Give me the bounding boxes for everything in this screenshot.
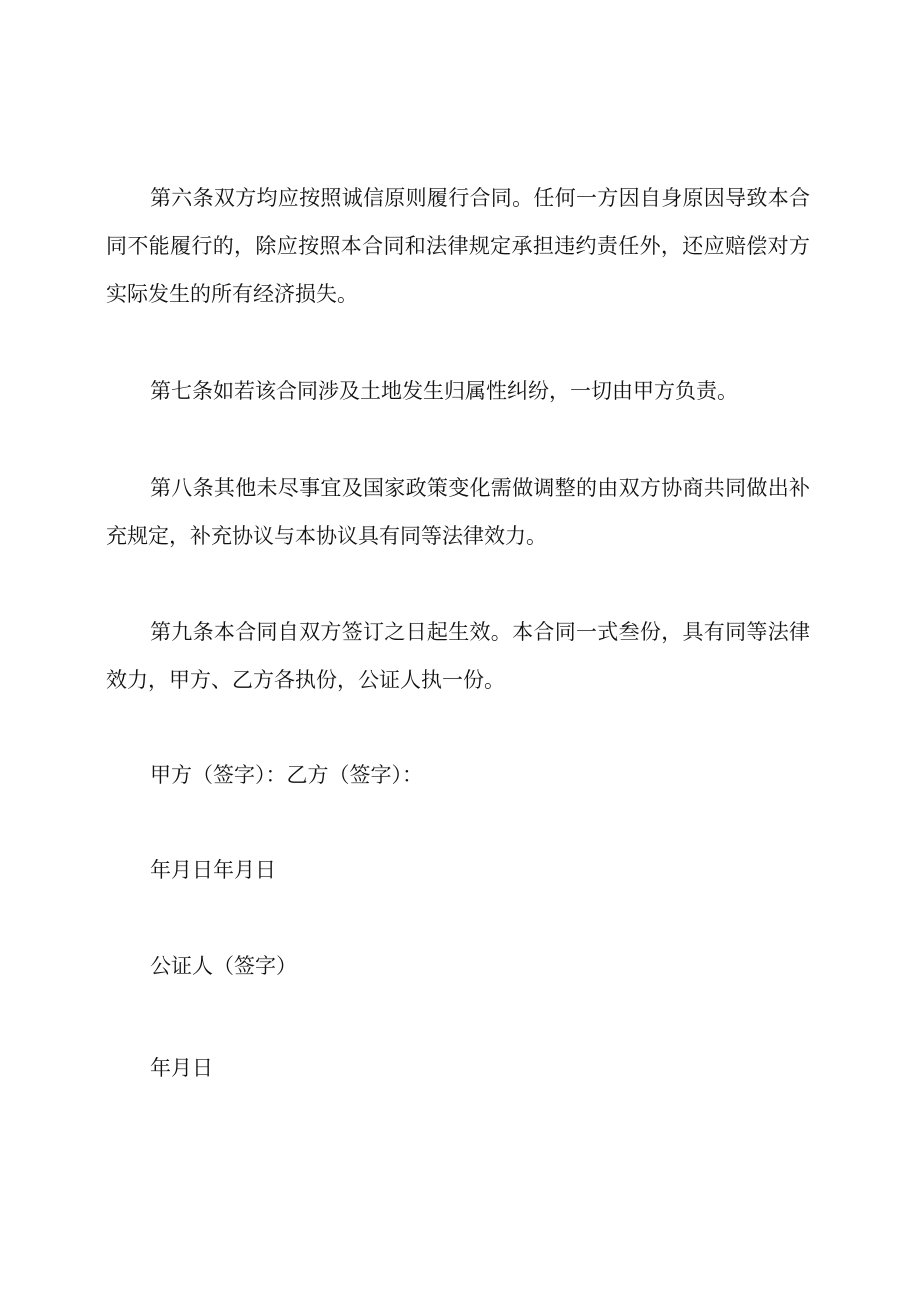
- party-date-line: 年月日年月日: [150, 858, 276, 882]
- article-six-paragraph: 第六条双方均应按照诚信原则履行合同。任何一方因自身原因导致本合同不能履行的，除应按照本合同和法律规定承担违约责任外，还应赔偿对方实际发生的所有经济损失。: [106, 186, 810, 306]
- party-signature-line: 甲方（签字）：乙方（签字）：: [150, 763, 423, 787]
- notary-signature-line: 公证人（签字）: [150, 954, 297, 978]
- notary-date-line: 年月日: [150, 1056, 213, 1080]
- article-seven-paragraph: 第七条如若该合同涉及土地发生归属性纠纷，一切由甲方负责。: [150, 379, 738, 403]
- article-eight-paragraph: 第八条其他未尽事宜及国家政策变化需做调整的由双方协商共同做出补充规定，补充协议与本协议具有同等法律效力。: [106, 476, 810, 548]
- article-nine-paragraph: 第九条本合同自双方签订之日起生效。本合同一式叁份，具有同等法律效力，甲方、乙方各执份，公证人执一份。: [106, 620, 810, 692]
